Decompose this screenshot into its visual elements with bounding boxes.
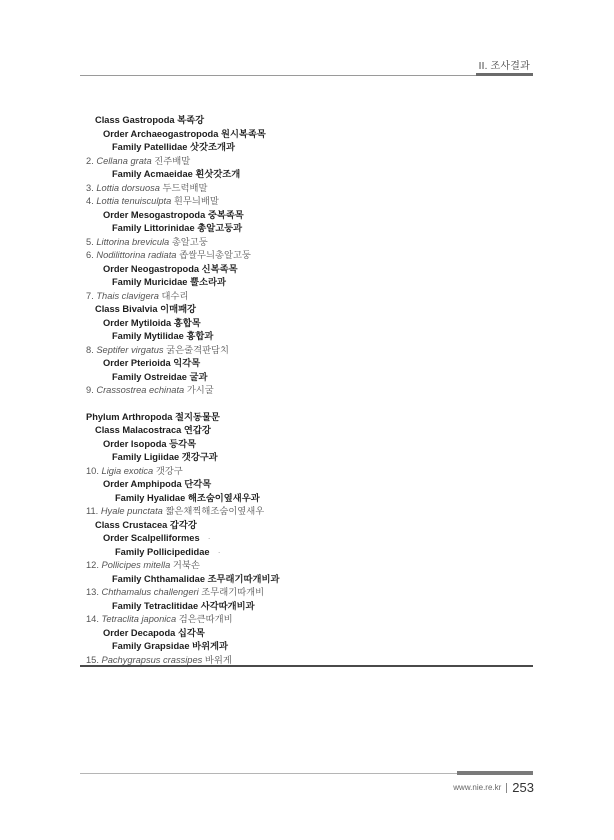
- family-heading: [86, 546, 526, 560]
- class-heading: [86, 424, 526, 438]
- species-entry: [86, 195, 526, 209]
- page-footer: [453, 780, 534, 795]
- footer-separator: [506, 783, 507, 793]
- scientific-name: Pollicipes mitella: [101, 560, 171, 570]
- species-entry: [86, 505, 526, 519]
- order-heading: [86, 317, 526, 331]
- scientific-name: Tetraclita japonica: [101, 614, 177, 624]
- species-entry: [86, 613, 526, 627]
- family-heading: [86, 330, 526, 344]
- taxon-label: Family Muricidae 뿔소라과: [112, 277, 226, 287]
- korean-name: 흰무늬배말: [173, 196, 219, 206]
- korean-name: 두드럭배말: [162, 182, 208, 193]
- order-heading: [86, 438, 526, 452]
- taxon-label: Order Archaeogastropoda 원시복족목: [103, 128, 266, 139]
- taxon-label: Class Malacostraca 연갑강: [95, 425, 211, 435]
- taxon-list: [86, 114, 526, 667]
- family-heading: [86, 141, 526, 155]
- taxon-label: Family Acmaeidae 흰삿갓조개: [112, 169, 241, 179]
- taxon-label: Family Tetraclitidae 사각따개비과: [112, 600, 255, 611]
- order-heading: [86, 627, 526, 641]
- korean-name: 짧은채찍해조숨이옆새우: [165, 506, 265, 516]
- species-entry: [86, 465, 526, 479]
- korean-name: 총알고둥: [171, 236, 208, 247]
- scientific-name: Thais clavigera: [96, 290, 159, 301]
- species-number: 14.: [86, 614, 99, 624]
- scientific-name: Cellana grata: [96, 155, 152, 166]
- family-heading: [86, 573, 526, 587]
- taxon-label: Phylum Arthropoda 절지동물문: [86, 411, 220, 422]
- class-heading: [86, 114, 526, 128]
- korean-name: 진주배말: [154, 155, 191, 166]
- taxon-label: Order Neogastropoda 신복족목: [103, 263, 238, 274]
- korean-name: 바위게: [204, 654, 232, 665]
- species-number: 12.: [86, 560, 99, 570]
- taxon-label: Family Hyalidae 해조숨이옆새우과: [115, 492, 260, 503]
- family-heading: [86, 276, 526, 290]
- taxon-label: Family Littorinidae 총알고둥과: [112, 223, 243, 233]
- taxon-label: Order Isopoda 등각목: [103, 438, 197, 449]
- korean-name: 거북손: [172, 560, 200, 570]
- species-entry: [86, 384, 526, 398]
- species-entry: [86, 344, 526, 358]
- phylum-heading: [86, 411, 526, 425]
- family-heading: [86, 492, 526, 506]
- taxon-label: Order Pterioida 익각목: [103, 358, 201, 368]
- list-end-rule: [80, 665, 533, 667]
- korean-name: 가시굴: [186, 385, 214, 395]
- korean-name: 좁쌀무늬총알고둥: [179, 250, 251, 260]
- taxon-label: Family Ostreidae 굴과: [112, 371, 208, 382]
- species-entry: [86, 236, 526, 250]
- species-entry: [86, 249, 526, 263]
- taxon-label: Class Crustacea 갑각강: [95, 519, 197, 530]
- species-number: 2.: [86, 155, 94, 166]
- page-number: 253: [512, 780, 534, 795]
- scientific-name: Nodilittorina radiata: [96, 250, 177, 260]
- taxon-label: Class Gastropoda 복족강: [95, 115, 205, 125]
- scientific-name: Pachygrapsus crassipes: [101, 654, 203, 665]
- family-heading: [86, 371, 526, 385]
- korean-name: 굵은줄격판담치: [166, 344, 230, 355]
- taxon-label: Family Pollicipedidae: [115, 546, 210, 557]
- taxon-label: Family Grapsidae 바위게과: [112, 641, 229, 651]
- scientific-name: Ligia exotica: [101, 465, 154, 476]
- dot-mark: ·: [207, 533, 211, 543]
- species-number: 9.: [86, 385, 94, 395]
- species-number: 13.: [86, 587, 99, 597]
- scientific-name: Littorina brevicula: [96, 236, 170, 247]
- taxon-label: Family Chthamalidae 조무래기따개비과: [112, 573, 280, 584]
- korean-name: 갯강구: [155, 465, 183, 476]
- section-header: II. 조사결과: [478, 61, 530, 72]
- scientific-name: Crassostrea echinata: [96, 385, 185, 395]
- family-heading: [86, 222, 526, 236]
- species-number: 3.: [86, 182, 94, 193]
- species-number: 6.: [86, 250, 94, 260]
- order-heading: [86, 128, 526, 142]
- header-rule: [80, 75, 533, 76]
- scientific-name: Lottia tenuisculpta: [96, 196, 172, 206]
- order-heading: [86, 263, 526, 277]
- species-number: 4.: [86, 196, 94, 206]
- species-number: 11.: [86, 506, 99, 516]
- species-entry: [86, 290, 526, 304]
- taxon-label: Order Scalpelliformes: [103, 533, 200, 543]
- section-gap: [86, 398, 526, 411]
- taxon-label: Family Patellidae 삿갓조개과: [112, 142, 235, 152]
- species-number: 8.: [86, 344, 94, 355]
- header-rule-accent: [476, 73, 533, 76]
- taxon-label: Order Amphipoda 단각목: [103, 479, 212, 489]
- dot-mark: ·: [217, 546, 221, 557]
- species-number: 7.: [86, 290, 94, 301]
- species-entry: [86, 182, 526, 196]
- footer-rule-accent: [457, 771, 533, 775]
- scientific-name: Septifer virgatus: [96, 344, 164, 355]
- scientific-name: Lottia dorsuosa: [96, 182, 160, 193]
- taxon-label: Order Mytiloida 홍합목: [103, 317, 201, 328]
- class-heading: [86, 303, 526, 317]
- taxon-label: Class Bivalvia 이매패강: [95, 304, 197, 314]
- family-heading: [86, 451, 526, 465]
- order-heading: [86, 209, 526, 223]
- korean-name: 대수리: [161, 290, 189, 301]
- class-heading: [86, 519, 526, 533]
- scientific-name: Hyale punctata: [100, 506, 163, 516]
- species-entry: [86, 559, 526, 573]
- order-heading: [86, 357, 526, 371]
- species-entry: [86, 155, 526, 169]
- taxon-label: Family Ligiidae 갯강구과: [112, 452, 218, 462]
- family-heading: [86, 640, 526, 654]
- family-heading: [86, 600, 526, 614]
- taxon-label: Order Mesogastropoda 중복족목: [103, 209, 244, 220]
- scientific-name: Chthamalus challengeri: [101, 587, 199, 597]
- korean-name: 조무래기따개비: [201, 587, 265, 597]
- family-heading: [86, 168, 526, 182]
- footer-url: www.nie.re.kr: [453, 783, 502, 792]
- order-heading: [86, 532, 526, 546]
- korean-name: 검은큰따개비: [178, 614, 233, 624]
- order-heading: [86, 478, 526, 492]
- taxon-label: Order Decapoda 십각목: [103, 627, 205, 638]
- species-number: 10.: [86, 465, 99, 476]
- species-entry: [86, 586, 526, 600]
- species-number: 15.: [86, 654, 99, 665]
- taxon-label: Family Mytilidae 홍합과: [112, 331, 214, 341]
- species-number: 5.: [86, 236, 94, 247]
